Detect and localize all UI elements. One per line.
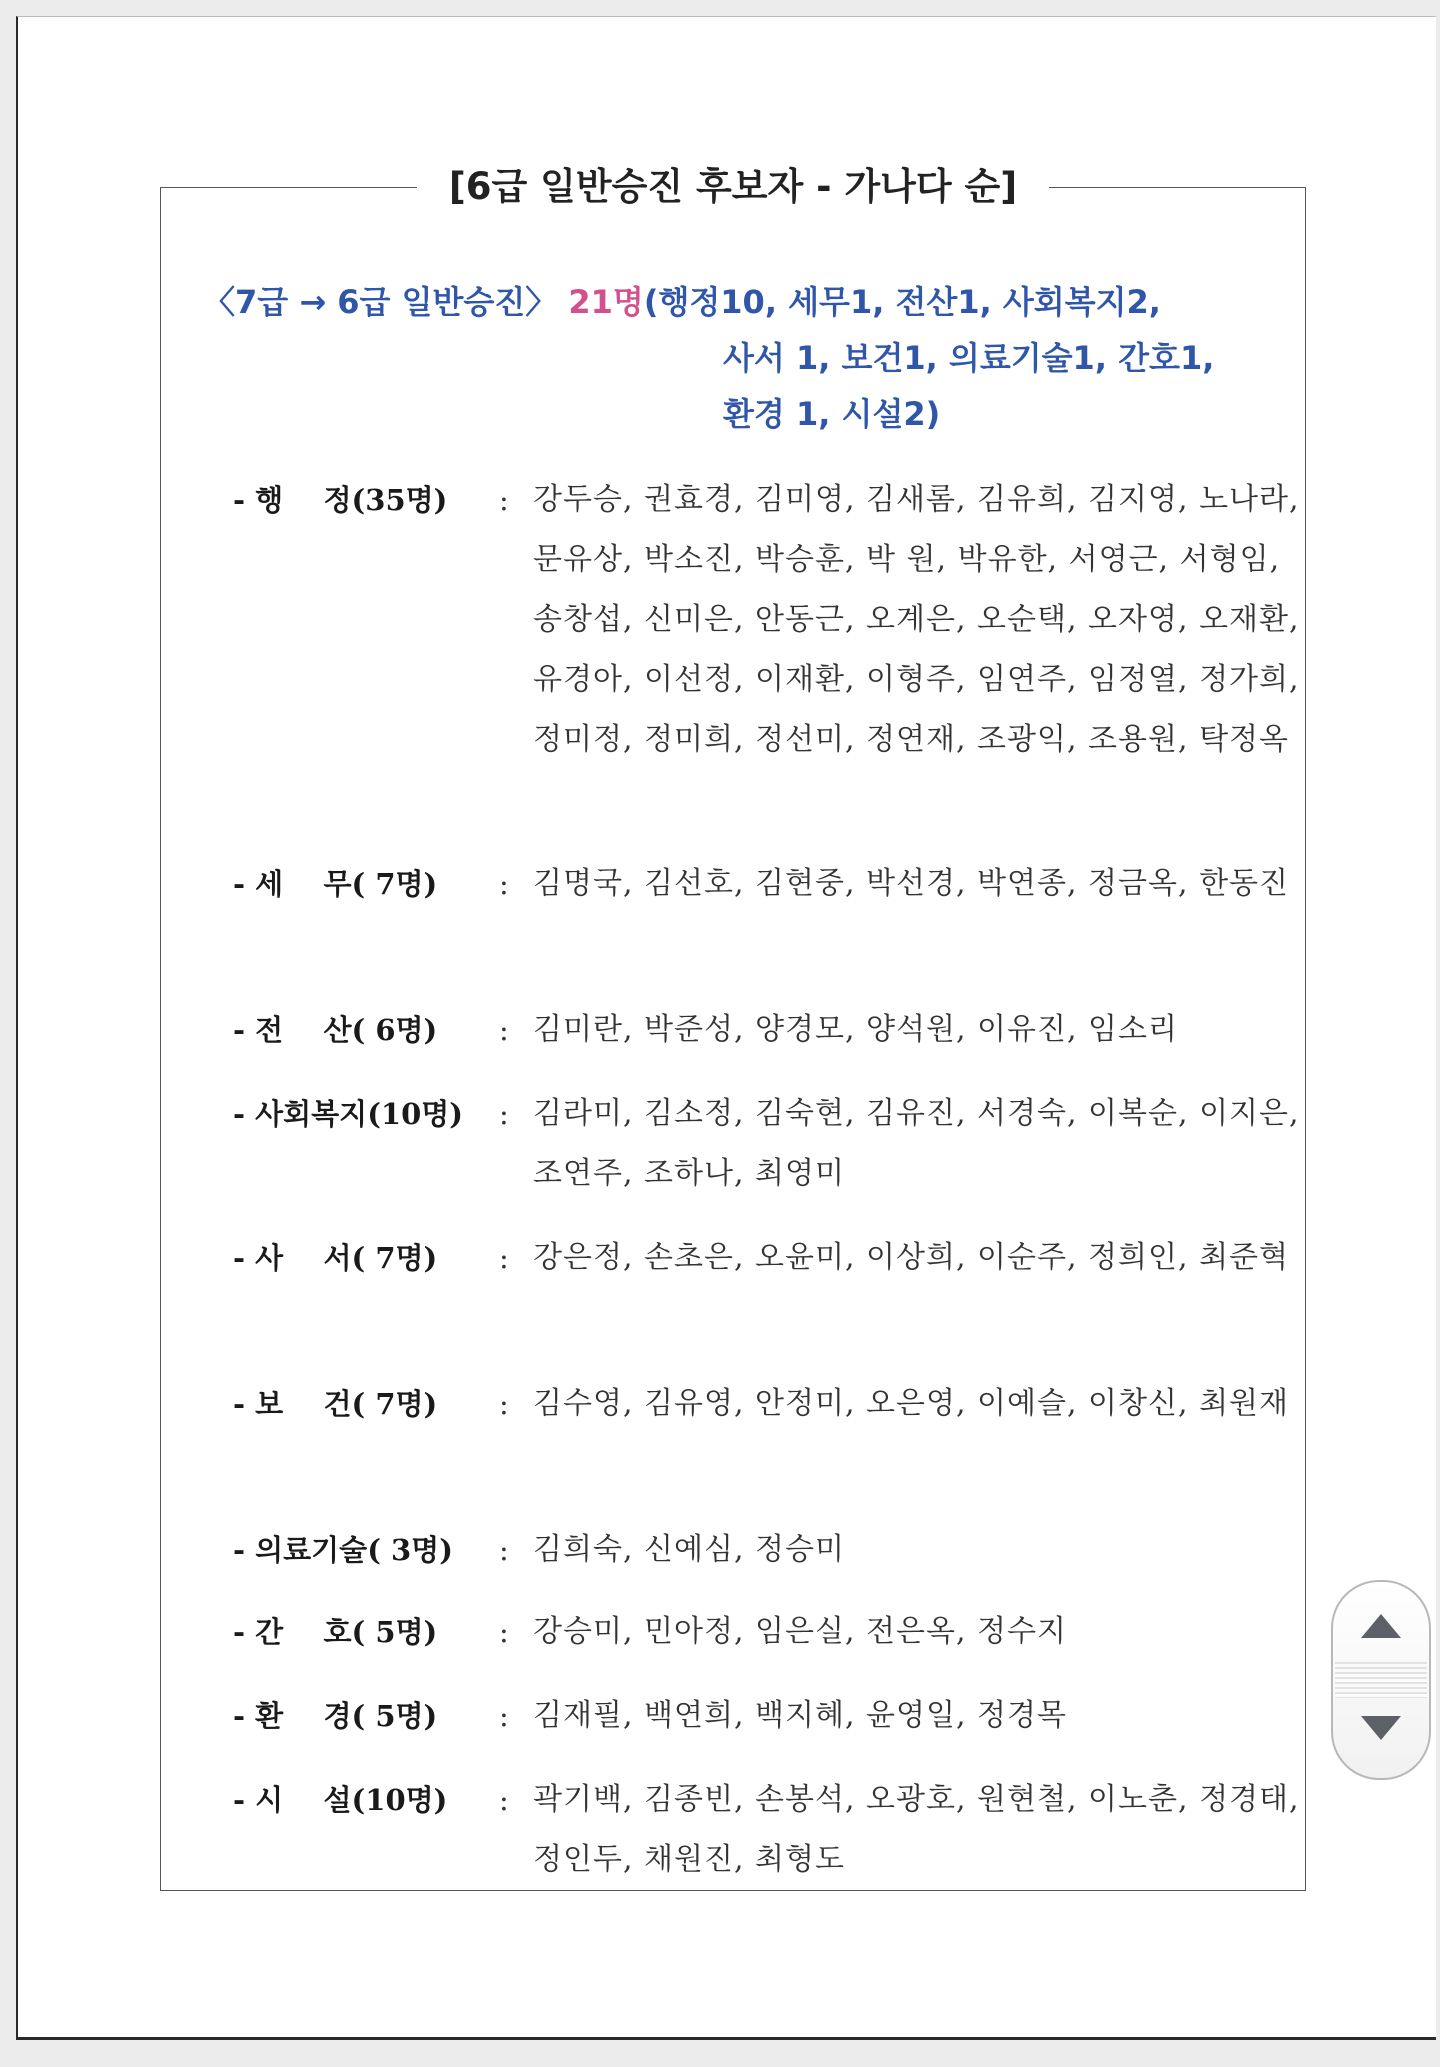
promotion-summary [203, 274, 1293, 442]
group-names: 김라미, 김소정, 김숙현, 김유진, 서경숙, 이복순, 이지은, 조연주, 조하나, 최영미 [533, 1096, 1300, 1191]
group-label: - 사 서( 7명) [233, 1241, 438, 1275]
scroll-grip[interactable] [1335, 1662, 1427, 1698]
page-scroll-control[interactable] [1331, 1580, 1431, 1780]
document-page [16, 16, 1436, 2040]
group-label: - 행 정(35명) [233, 483, 448, 517]
summary-head: 〈7급 → 6급 일반승진〉 [203, 283, 558, 321]
colon: : [499, 1783, 509, 1817]
summary-line-3: 환경 1, 시설2) [723, 395, 941, 433]
group-label: - 세 무( 7명) [233, 867, 438, 901]
colon: : [499, 1241, 509, 1275]
colon: : [499, 1615, 509, 1649]
colon: : [499, 1699, 509, 1733]
group-names: 강은정, 손초은, 오윤미, 이상희, 이순주, 정희인, 최준혁 [533, 1240, 1290, 1275]
group-names: 김재필, 백연희, 백지혜, 윤영일, 정경목 [533, 1698, 1067, 1733]
group-label: - 의료기술( 3명) [233, 1533, 453, 1567]
group-label: - 전 산( 6명) [233, 1013, 438, 1047]
group-names: 강두승, 권효경, 김미영, 김새롬, 김유희, 김지영, 노나라, 문유상, 박소진, 박승훈, 박 원, 박유한, 서영근, 서형임, 송창섭, 신미은, 안동근, 오계은, 오순택, 오자영, 오재환, 유경아, 이선정, 이재환, 이형주, 임연주, 임정열, 정가희, 정미정, 정미희, 정선미, 정연재, 조광익, 조용원, 탁정옥 [533, 482, 1300, 757]
colon: : [499, 867, 509, 901]
group-names: 김미란, 박준성, 양경모, 양석원, 이유진, 임소리 [533, 1012, 1179, 1047]
group-names: 김희숙, 신예심, 정승미 [533, 1532, 845, 1567]
group-label: - 사회복지(10명) [233, 1097, 464, 1131]
colon: : [499, 1013, 509, 1047]
summary-count: 21명 [568, 283, 644, 321]
summary-line-1: (행정10, 세무1, 전산1, 사회복지2, [643, 283, 1161, 321]
scroll-up-button[interactable] [1355, 1606, 1407, 1646]
group-names: 김명국, 김선호, 김현중, 박선경, 박연종, 정금옥, 한동진 [533, 866, 1290, 901]
group-label: - 시 설(10명) [233, 1783, 448, 1817]
colon: : [499, 1533, 509, 1567]
group-names: 곽기백, 김종빈, 손봉석, 오광호, 원현철, 이노춘, 정경태, 정인두, 채원진, 최형도 [533, 1782, 1300, 1877]
triangle-down-icon [1355, 1708, 1407, 1748]
group-label: - 간 호( 5명) [233, 1615, 438, 1649]
document-title: [6급 일반승진 후보자 - 가나다 순] [417, 162, 1049, 212]
colon: : [499, 1097, 509, 1131]
group-names: 강승미, 민아정, 임은실, 전은옥, 정수지 [533, 1614, 1067, 1649]
group-label: - 환 경( 5명) [233, 1699, 438, 1733]
group-label: - 보 건( 7명) [233, 1387, 438, 1421]
colon: : [499, 1387, 509, 1421]
scroll-down-button[interactable] [1355, 1708, 1407, 1748]
triangle-up-icon [1355, 1606, 1407, 1646]
summary-line-2: 사서 1, 보건1, 의료기술1, 간호1, [723, 339, 1215, 377]
group-names: 김수영, 김유영, 안정미, 오은영, 이예슬, 이창신, 최원재 [533, 1386, 1290, 1421]
candidate-box [160, 165, 1306, 1891]
colon: : [499, 483, 509, 517]
